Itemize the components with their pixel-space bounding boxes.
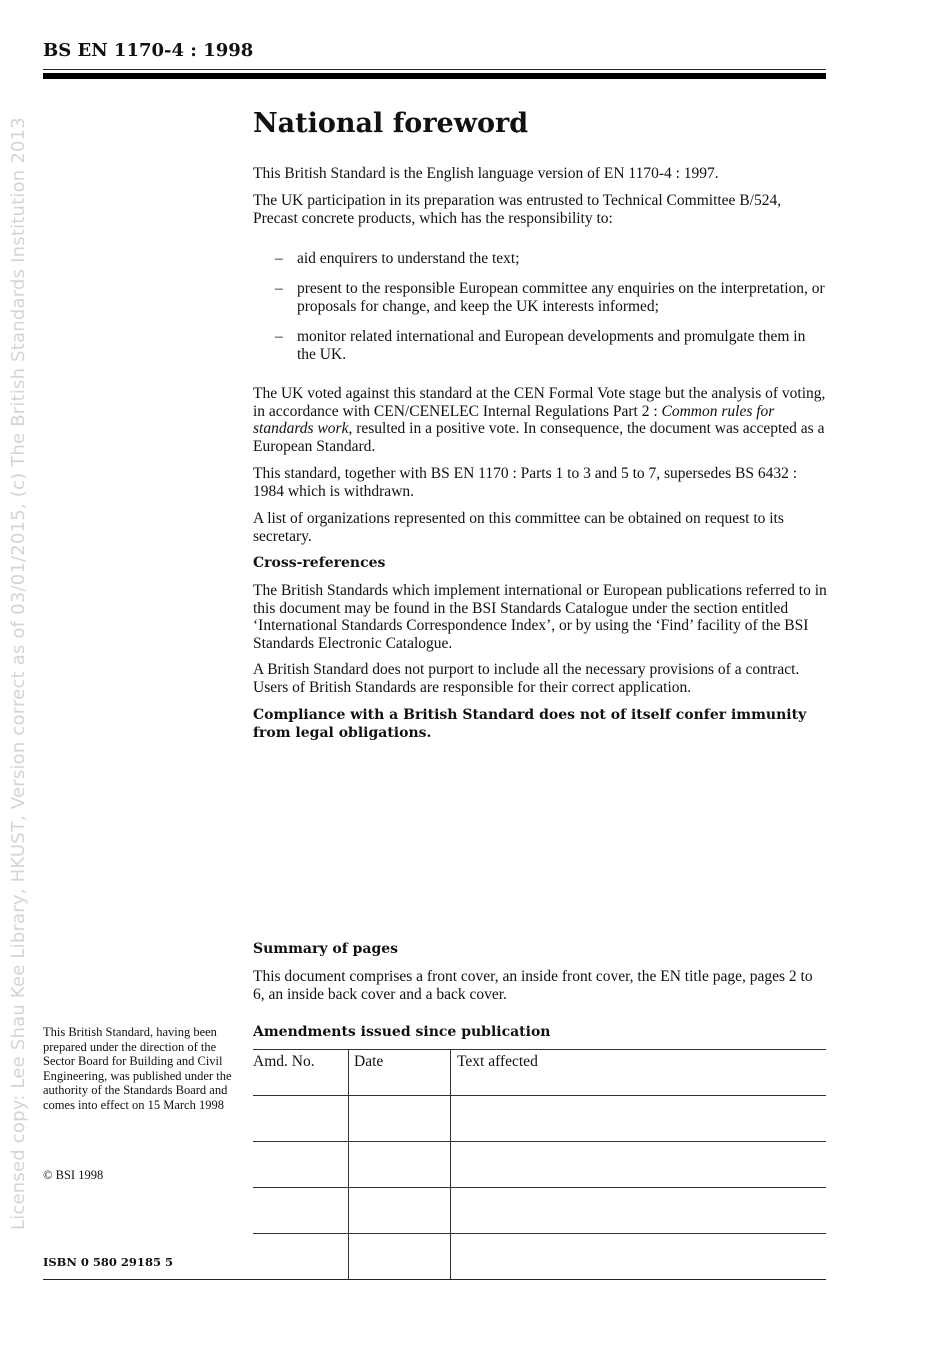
intro-paragraph: This British Standard is the English language version of EN 1170-4 : 1997. (253, 165, 719, 182)
page-title: National foreword (253, 108, 529, 139)
participation-paragraph: The UK participation in its preparation was entrusted to Technical Committee B/524, Precast concrete products, which has the responsibility to: (253, 192, 782, 227)
list-item (275, 250, 825, 268)
table-cell (451, 1142, 827, 1188)
table-cell (451, 1096, 827, 1142)
list-item-text: aid enquirers to understand the text; (297, 250, 520, 267)
list-item (275, 280, 825, 315)
list-dash: – (275, 328, 283, 345)
table-row (253, 1142, 826, 1188)
summary-heading: Summary of pages (253, 941, 399, 957)
table-cell (253, 1142, 349, 1188)
vote-paragraph (253, 385, 828, 455)
organizations-paragraph: A list of organizations represented on this committee can be obtained on request to its secretary. (253, 510, 784, 545)
document-code-header: BS EN 1170-4 : 1998 (43, 40, 254, 61)
amendments-heading: Amendments issued since publication (253, 1024, 551, 1040)
amendments-table (253, 1049, 826, 1280)
table-cell (349, 1188, 451, 1234)
publication-note: This British Standard, having been prepared under the direction of the Sector Board for Building and Civil Engineering, was published under the authority of the Standards Board and comes into effect on 15 March 1998 (43, 1025, 232, 1112)
license-watermark: Licensed copy: Lee Shau Kee Library, HKUST, Version correct as of 03/01/2015, (c) The British Standards Institution 2013 (8, 117, 29, 1230)
table-cell (349, 1096, 451, 1142)
header-thick-rule (43, 73, 826, 79)
vote-text-start: The UK voted against this standard at the CEN Formal Vote stage but the analysis of voting, in accordance with CEN/CENELEC Internal Regulations Part 2 : (253, 385, 826, 420)
table-cell (451, 1188, 827, 1234)
table-row (253, 1096, 826, 1142)
list-item-text: present to the responsible European committee any enquiries on the interpretation, or proposals for change, and keep the UK interests informed; (297, 280, 825, 315)
isbn-number: ISBN 0 580 29185 5 (43, 1255, 173, 1269)
contract-paragraph: A British Standard does not purport to include all the necessary provisions of a contract. Users of British Standards are responsible for their correct application. (253, 661, 800, 696)
list-item-text: monitor related international and European developments and promulgate them in the UK. (297, 328, 806, 363)
column-header-text-affected: Text affected (451, 1050, 827, 1096)
supersedes-paragraph: This standard, together with BS EN 1170 : Parts 1 to 3 and 5 to 7, supersedes BS 6432 : 1984 which is withdrawn. (253, 465, 798, 500)
summary-paragraph: This document comprises a front cover, an inside front cover, the EN title page, pages 2 to 6, an inside back cover and a back cover. (253, 968, 813, 1003)
list-item (275, 328, 825, 363)
column-header-date: Date (349, 1050, 451, 1096)
cross-references-heading: Cross-references (253, 555, 386, 571)
table-cell (451, 1234, 827, 1280)
table-cell (253, 1234, 349, 1280)
table-cell (253, 1096, 349, 1142)
cross-references-paragraph: The British Standards which implement international or European publications referred to in this document may be found in the BSI Standards Catalogue under the section entitled ‘International Standards Correspondence Index’, or by using the ‘Find’ facility of the BSI Standards Electronic Catalogue. (253, 582, 827, 652)
table-row (253, 1188, 826, 1234)
vote-text-end: , resulted in a positive vote. In consequence, the document was accepted as a European Standard. (253, 420, 825, 455)
header-thin-rule (43, 69, 826, 70)
list-dash: – (275, 280, 283, 297)
list-dash: – (275, 250, 283, 267)
vote-text-italic: Common rules for standards work (253, 402, 775, 437)
table-cell (349, 1234, 451, 1280)
table-cell (349, 1142, 451, 1188)
compliance-statement: Compliance with a British Standard does not of itself confer immunity from legal obligations. (253, 707, 807, 741)
column-header-amd-no: Amd. No. (253, 1050, 349, 1096)
table-row (253, 1234, 826, 1280)
table-header-row (253, 1050, 826, 1096)
table-cell (253, 1188, 349, 1234)
footer-rule (43, 1279, 826, 1280)
copyright-notice: © BSI 1998 (43, 1168, 104, 1182)
